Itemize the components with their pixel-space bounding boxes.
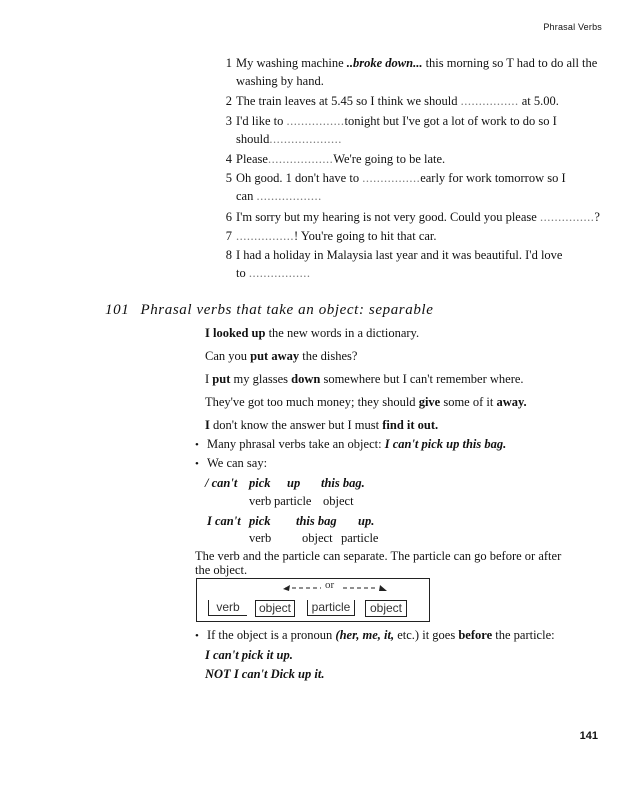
table1-label-3: object [323,494,354,508]
example-3-text-e: somewhere but I can't remember where. [320,372,524,386]
paragraph-line-2: the object. [195,563,248,577]
bullet-2 [195,456,267,471]
exercise-text: can [236,189,257,204]
table2-col-4: up. [358,514,375,528]
exercise-text: at 5.00. [518,94,559,109]
exercise-text: washing by hand. [236,74,324,89]
arrow-head-left [283,585,290,591]
pronoun-example-correct: I can't pick it up. [205,648,293,662]
example-4-bold-d: away. [496,395,527,409]
example-3-text-c: my glasses [230,372,292,386]
exercise-text: ! You're going to hit that car. [294,228,437,243]
bullet-1-text: Many phrasal verbs take an object: [206,437,385,451]
bullet-icon: • [195,439,199,451]
diagram-chip-object-2: object [365,600,407,617]
answer-blank: .................... [269,131,342,146]
exercise-text: I'd like to [236,113,287,128]
bullet-2-text: We can say: [206,456,268,470]
exercise-number: 4 [225,152,232,166]
exercise-number: 5 [225,171,232,186]
diagram-or-label: or [325,579,335,591]
running-header: Phrasal Verbs [543,22,602,32]
bullet-3-text-a: If the object is a pronoun [206,628,336,642]
exercise-text: Oh good. 1 don't have to [236,171,363,186]
table2-label-3: particle [341,531,379,545]
exercise-text: We're going to be late. [333,152,446,166]
exercise-text: to [236,266,249,281]
example-3-text-a: I [205,372,213,386]
bullet-3-pronouns: (her, me, it, [335,628,395,642]
table2-col-2: pick [249,514,271,528]
exercise-line [236,210,600,225]
diagram-chip-verb: verb [208,600,247,616]
table1-col-2: pick [249,476,271,490]
table1-col-3: up [287,476,301,490]
exercise-line [236,74,324,89]
example-4-text-c: some of it [440,395,497,409]
table2-label-2: object [302,531,333,545]
example-4-bold-b: give [418,395,441,409]
section-heading [105,302,433,319]
exercise-text: I'm sorry but my hearing is not very good. Could you please [236,209,540,224]
answer-blank: ................. [248,266,311,281]
example-5-bold-a: I [205,418,210,432]
paragraph-line-1: The verb and the particle can separate. The particle can go before or after [195,549,562,563]
example-4 [205,395,527,410]
bullet-1-example: I can't pick up this bag. [384,437,507,451]
table2-col-1: I can't [207,514,241,528]
answer-blank: ............... [539,209,595,224]
example-2-text-a: Can you [205,349,251,363]
exercise-number: 6 [225,209,232,224]
exercise-line [236,248,562,263]
bullet-3-bold: before [458,628,493,642]
page-number: 141 [579,730,598,742]
exercise-text: this morning so T had to do all the [422,56,598,70]
arrow-head-right [379,585,387,591]
bullet-1 [195,437,506,452]
exercise-line [236,94,559,109]
exercise-number: 7 [225,228,232,243]
answer-blank: .................. [256,189,322,204]
exercise-number: 1 [225,56,232,70]
exercise-line [236,56,597,71]
bullet-icon: • [195,630,199,642]
example-2 [205,349,357,364]
exercise-text: ? [594,209,600,224]
bullet-3 [195,628,555,643]
section-title: Phrasal verbs that take an object: separable [140,302,434,318]
answer-blank: .................. [267,152,334,166]
exercise-text: My washing machine [236,56,347,70]
exercise-line [236,171,566,186]
example-3 [205,372,524,387]
table2-label-1: verb [249,531,272,545]
bullet-3-text-e: the particle: [492,628,555,642]
word-order-diagram [196,578,430,622]
answer-blank: ................ [286,113,345,128]
example-1 [205,326,419,341]
exercise-line [236,229,437,244]
exercise-answer: ..broke down... [346,56,423,70]
exercise-line [236,266,310,281]
table1-label-2: particle [274,494,312,508]
answer-blank: ................ [236,228,294,243]
example-1-text: the new words in a dictionary. [265,326,420,340]
diagram-chip-object-1: object [255,600,295,617]
exercise-text: tonight but I've got a lot of work to do so I [344,113,557,128]
bullet-icon: • [195,458,199,470]
answer-blank: ................ [362,171,421,186]
bullet-3-text-c: etc.) it goes [394,628,459,642]
example-1-bold: I looked up [205,326,266,340]
exercise-line [236,132,342,147]
example-5 [205,418,438,433]
exercise-text: should [236,131,270,146]
exercise-line [236,189,322,204]
diagram-chip-particle: particle [307,600,355,616]
exercise-text: I had a holiday in Malaysia last year and it was beautiful. I'd love [236,248,563,262]
example-4-text-a: They've got too much money; they should [205,395,419,409]
pronoun-example-incorrect: NOT I can't Dick up it. [205,667,325,681]
example-3-bold-d: down [291,372,321,386]
exercise-line [236,114,557,129]
table1-col-1: / can't [205,476,238,490]
exercise-text: Please [236,152,268,166]
section-number: 101 [105,302,130,318]
example-5-bold-c: find it out. [382,418,439,432]
example-5-text-b: don't know the answer but I must [209,418,383,432]
exercise-text: early for work tomorrow so I [420,171,566,186]
answer-blank: ................ [460,94,519,109]
table2-col-3: this bag [296,514,337,528]
table1-label-1: verb [249,494,272,508]
example-2-bold: put away [250,349,300,363]
exercise-number: 2 [225,94,232,109]
exercise-number: 3 [225,113,232,128]
example-3-bold-b: put [212,372,231,386]
exercise-number: 8 [225,248,232,262]
table1-col-4: this bag. [321,476,365,490]
exercise-line [236,152,445,167]
example-2-text-c: the dishes? [299,349,358,363]
exercise-text: The train leaves at 5.45 so I think we should [236,94,461,109]
